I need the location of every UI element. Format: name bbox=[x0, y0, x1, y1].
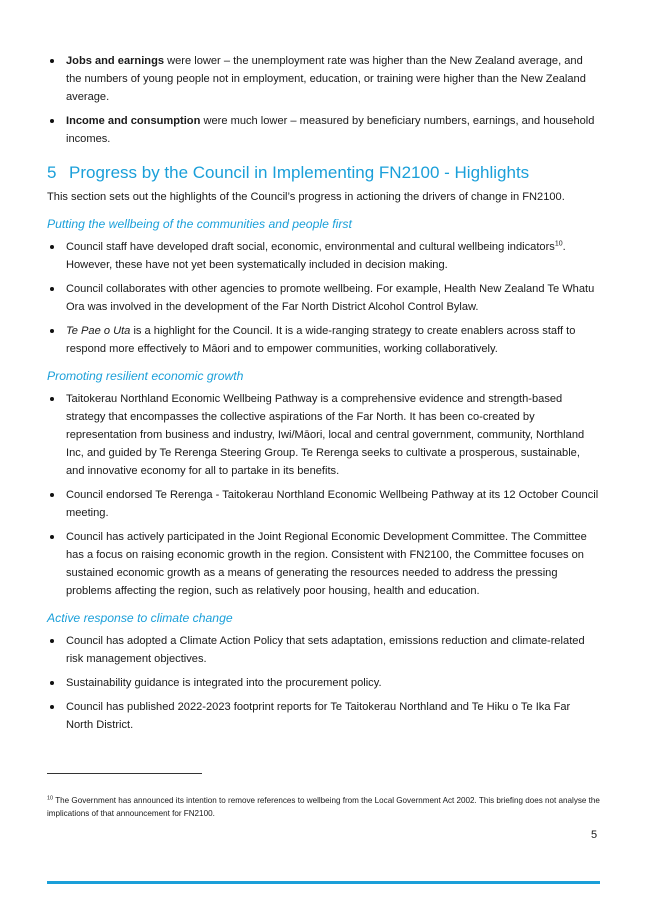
bullet-icon bbox=[50, 493, 54, 497]
subheading-climate: Active response to climate change bbox=[47, 611, 233, 625]
list-item bbox=[47, 112, 600, 148]
footnote-reference[interactable]: 10 bbox=[554, 240, 563, 248]
bullet-icon bbox=[50, 59, 54, 63]
list-item bbox=[47, 528, 600, 600]
subheading-wellbeing: Putting the wellbeing of the communities and people first bbox=[47, 217, 352, 231]
bullet-text: Council has published 2022-2023 footprint reports for Te Taitokerau Northland and Te Hiku o Te Ika Far North District. bbox=[66, 701, 571, 731]
section-number: 5 bbox=[47, 163, 57, 182]
section-title: Progress by the Council in Implementing FN2100 - Highlights bbox=[69, 163, 530, 182]
wellbeing-bullet-list bbox=[47, 238, 600, 358]
footnote-marker: 10 bbox=[47, 795, 54, 802]
footnote-separator bbox=[47, 773, 202, 774]
bullet-text: Council staff have developed draft social, economic, environmental and cultural wellbeing indicators bbox=[66, 241, 555, 253]
list-item bbox=[47, 632, 600, 668]
section-intro: This section sets out the highlights of the Council’s progress in actioning the drivers of change in FN2100. bbox=[47, 191, 565, 203]
climate-bullet-list bbox=[47, 632, 600, 734]
bullet-text: Council collaborates with other agencies to promote wellbeing. For example, Health New Zealand Te Whatu Ora was involved in the development of the Far North District Alcohol Control Bylaw. bbox=[66, 283, 595, 313]
bullet-text: Council has actively participated in the Joint Regional Economic Development Committee. The Committee has a focus on raising economic growth in the region. Consistent with FN2100, the Committee focuses on sustained economic growth as a means of generating the resources needed to address the pressing problems affecting the region, such as relatively poor housing, health and education. bbox=[66, 531, 587, 597]
list-item bbox=[47, 390, 600, 480]
bullet-icon bbox=[50, 639, 54, 643]
bullet-text: Sustainability guidance is integrated into the procurement policy. bbox=[66, 677, 382, 689]
bullet-icon bbox=[50, 397, 54, 401]
list-item bbox=[47, 238, 600, 274]
economic-bullet-list bbox=[47, 390, 600, 600]
footnote bbox=[47, 795, 602, 820]
bullet-bold-label: Income and consumption bbox=[66, 115, 201, 127]
list-item bbox=[47, 280, 600, 316]
bullet-icon bbox=[50, 245, 54, 249]
bullet-text: Council has adopted a Climate Action Policy that sets adaptation, emissions reduction and climate-related risk management objectives. bbox=[66, 635, 585, 665]
bullet-text: Council endorsed Te Rerenga - Taitokerau Northland Economic Wellbeing Pathway at its 12 October Council meeting. bbox=[66, 489, 599, 519]
bullet-icon bbox=[50, 705, 54, 709]
bullet-icon bbox=[50, 119, 54, 123]
bullet-text: were much lower – measured by beneficiary numbers, earnings, and household incomes. bbox=[66, 115, 595, 145]
bullet-text: . However, these have not yet been systematically included in decision making. bbox=[66, 241, 566, 271]
bullet-text: is a highlight for the Council. It is a wide-ranging strategy to create enablers across staff to respond more effectively to Māori and to empower communities, working collaboratively. bbox=[66, 325, 576, 355]
list-item bbox=[47, 698, 600, 734]
subheading-economic: Promoting resilient economic growth bbox=[47, 369, 244, 383]
bullet-bold-label: Jobs and earnings bbox=[66, 55, 165, 67]
list-item bbox=[47, 486, 600, 522]
bullet-text: were lower – the unemployment rate was higher than the New Zealand average, and the numbers of young people not in employment, education, or training were higher than the New Zealand average. bbox=[66, 55, 586, 103]
list-item bbox=[47, 52, 600, 106]
footnote-text: The Government has announced its intention to remove references to wellbeing from the Local Government Act 2002. This briefing does not analyse the implications of that announcement for FN2100. bbox=[47, 796, 600, 818]
list-item bbox=[47, 322, 600, 358]
top-bullet-list bbox=[47, 52, 600, 148]
list-item bbox=[47, 674, 600, 692]
bullet-icon bbox=[50, 535, 54, 539]
footer-accent-rule bbox=[47, 881, 600, 884]
page-content bbox=[47, 52, 600, 740]
bullet-icon bbox=[50, 681, 54, 685]
bullet-icon bbox=[50, 287, 54, 291]
section-heading bbox=[47, 162, 600, 184]
bullet-text: Taitokerau Northland Economic Wellbeing Pathway is a comprehensive evidence and strength-based strategy that encompasses the collective aspirations of the Far North. It has been co-created by representation from business and industry, Iwi/Māori, local and central government, community, Northland Inc, and guided by Te Rerenga Steering Group. Te Rerenga seeks to cultivate a prosperous, sustainable, and innovative economy for all to partake in its benefits. bbox=[66, 393, 585, 477]
page-number: 5 bbox=[591, 829, 598, 841]
bullet-italic-label: Te Pae o Uta bbox=[66, 325, 131, 337]
bullet-icon bbox=[50, 329, 54, 333]
